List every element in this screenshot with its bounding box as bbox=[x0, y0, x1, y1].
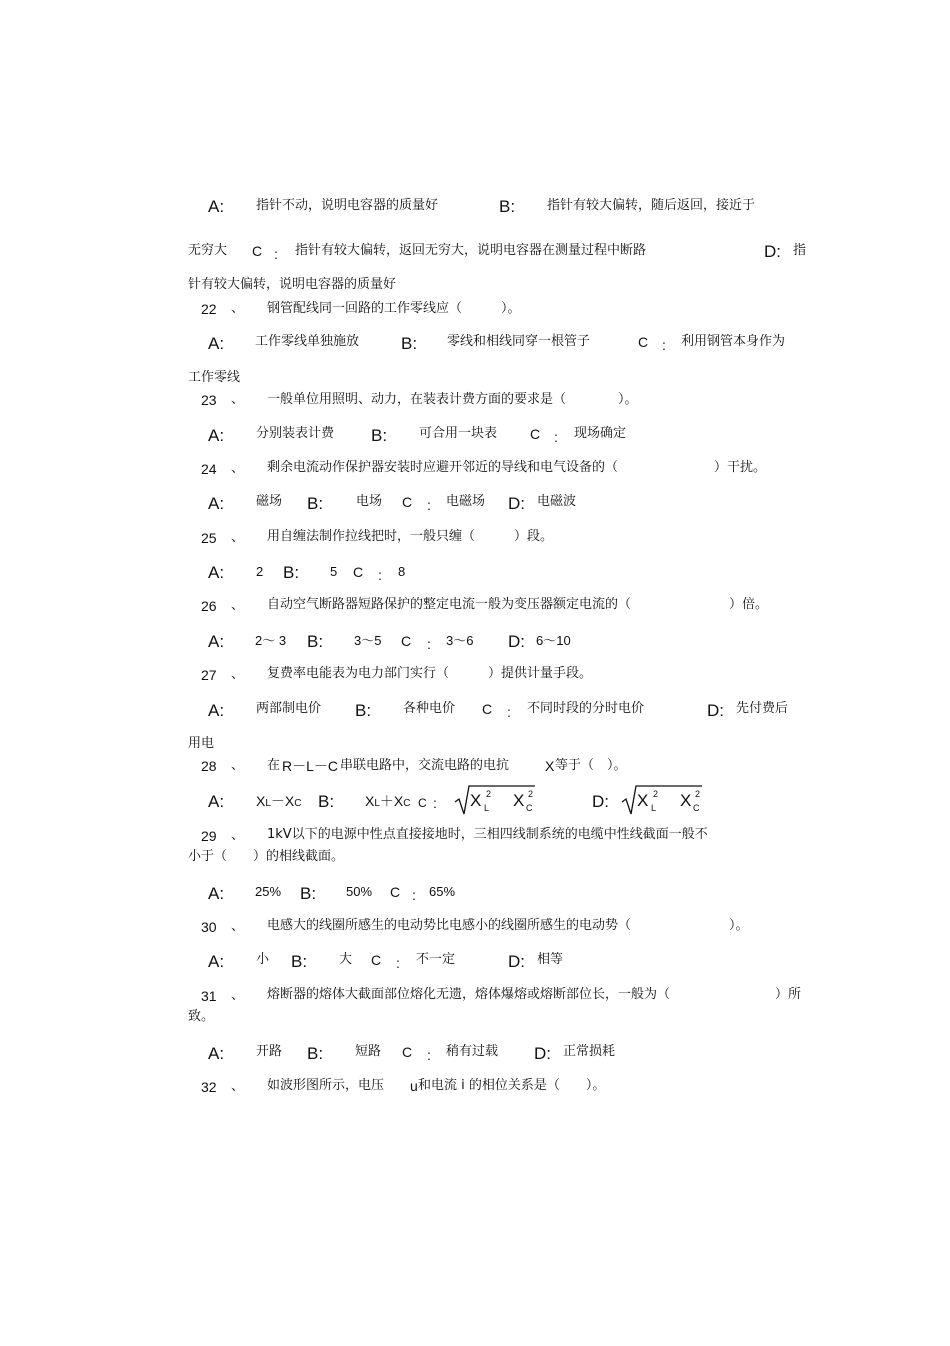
q28-option-d-sub-l: L bbox=[651, 803, 657, 813]
q31-option-c-label: C bbox=[402, 1044, 413, 1060]
q27-option-c-text: 不同时段的分时电价 bbox=[527, 701, 645, 716]
q29-number: 29 bbox=[201, 828, 217, 844]
q26-separator: 、 bbox=[231, 598, 245, 613]
q28-separator: 、 bbox=[231, 758, 245, 773]
q27-option-a-label: A: bbox=[208, 701, 225, 720]
q26-option-a-text: 2～ 3 bbox=[255, 633, 287, 648]
q21-option-c-label: C bbox=[252, 243, 263, 259]
q25-option-b-label: B: bbox=[283, 563, 300, 582]
q28-question-rlc: R－L－C bbox=[282, 758, 339, 774]
q24-option-b-text: 电场 bbox=[356, 494, 383, 509]
q22-question-text: 钢管配线同一回路的工作零线应（ ）。 bbox=[267, 301, 521, 316]
q27-option-c-label: C bbox=[482, 701, 493, 717]
q28-question-text-c: 等于（ ）。 bbox=[555, 758, 627, 773]
q30-option-c-text: 不一定 bbox=[416, 952, 456, 967]
q28-option-c-xl: X bbox=[470, 791, 482, 810]
q31-question-wrap: 致。 bbox=[188, 1009, 215, 1024]
q26-option-b-label: B: bbox=[307, 632, 324, 651]
q21-option-b-text: 指针有较大偏转，随后返回，接近于 bbox=[547, 198, 756, 213]
q26-option-d-text: 6～10 bbox=[536, 633, 571, 648]
q21-option-d-text: 指 bbox=[793, 243, 807, 258]
q23-separator: 、 bbox=[231, 392, 245, 407]
q26-option-b-text: 3～5 bbox=[354, 633, 382, 648]
q29-option-a-text: 25% bbox=[255, 884, 282, 899]
q26-option-c-text: 3～6 bbox=[446, 633, 474, 648]
q21-option-d-label: D: bbox=[764, 242, 781, 261]
q24-option-d-text: 电磁波 bbox=[537, 494, 577, 509]
q31-question-text-end: ）所 bbox=[775, 987, 802, 1002]
q32-separator: 、 bbox=[231, 1079, 245, 1094]
q22-option-c-wrap: 工作零线 bbox=[188, 370, 241, 385]
q22-option-c-colon: : bbox=[662, 337, 666, 353]
q26-option-c-colon: : bbox=[427, 636, 431, 652]
q22-option-a-label: A: bbox=[208, 334, 225, 353]
q28-option-c-xc: X bbox=[513, 791, 525, 810]
q28-question-text-b: 串联电路中，交流电路的电抗 bbox=[340, 758, 510, 773]
q25-option-a-label: A: bbox=[208, 563, 225, 582]
q21-option-c-text: 指针有较大偏转，返回无穷大，说明电容器在测量过程中断路 bbox=[295, 243, 647, 258]
q25-option-c-text: 8 bbox=[398, 564, 406, 579]
q28-option-c-sub-c: C bbox=[526, 803, 533, 813]
q29-option-b-label: B: bbox=[300, 884, 317, 903]
q24-option-c-colon: : bbox=[427, 497, 431, 513]
q24-option-b-label: B: bbox=[307, 494, 324, 513]
q25-separator: 、 bbox=[231, 530, 245, 545]
q31-option-c-text: 稍有过载 bbox=[446, 1044, 499, 1059]
q23-option-b-text: 可合用一块表 bbox=[419, 426, 498, 441]
q26-option-a-label: A: bbox=[208, 632, 225, 651]
q28-option-d-sup-2b: 2 bbox=[695, 789, 701, 799]
q31-option-b-label: B: bbox=[307, 1044, 324, 1063]
q27-option-c-colon: : bbox=[507, 704, 511, 720]
q27-option-a-text: 两部制电价 bbox=[256, 701, 322, 716]
q30-option-c-label: C bbox=[371, 952, 382, 968]
q24-number: 24 bbox=[201, 461, 217, 477]
q27-separator: 、 bbox=[231, 667, 245, 682]
q23-option-b-label: B: bbox=[371, 426, 388, 445]
q22-separator: 、 bbox=[231, 301, 245, 316]
q28-option-d-xc: X bbox=[680, 791, 692, 810]
q28-number: 28 bbox=[201, 758, 217, 774]
q30-option-c-colon: : bbox=[396, 955, 400, 971]
q24-option-a-label: A: bbox=[208, 494, 225, 513]
q26-question-text-end: ）倍。 bbox=[729, 597, 769, 612]
q27-option-b-label: B: bbox=[355, 701, 372, 720]
q23-option-c-label: C bbox=[530, 426, 541, 442]
q22-option-b-text: 零线和相线同穿一根管子 bbox=[447, 334, 591, 349]
q26-option-d-label: D: bbox=[508, 632, 525, 651]
q23-option-c-text: 现场确定 bbox=[574, 426, 627, 441]
q28-option-c-colon: : bbox=[433, 795, 437, 811]
q28-option-d-label: D: bbox=[592, 792, 609, 811]
q24-question-text-end: ）干扰。 bbox=[714, 460, 767, 475]
q28-option-a-formula: XL－XC bbox=[256, 793, 302, 809]
q28-option-c-sub-l: L bbox=[484, 803, 490, 813]
q25-question-text: 用自缠法制作拉线把时，一般只缠（ ）段。 bbox=[267, 529, 554, 544]
q25-option-b-text: 5 bbox=[330, 564, 338, 579]
q32-question-text-a: 如波形图所示，电压 bbox=[267, 1078, 385, 1093]
q28-option-b-label: B: bbox=[318, 792, 335, 811]
q25-option-a-text: 2 bbox=[256, 564, 264, 579]
q30-option-d-label: D: bbox=[508, 952, 525, 971]
q22-option-a-text: 工作零线单独施放 bbox=[255, 334, 360, 349]
q31-option-a-text: 开路 bbox=[256, 1044, 283, 1059]
q23-option-c-colon: : bbox=[554, 429, 558, 445]
q30-option-b-label: B: bbox=[291, 952, 308, 971]
q31-option-d-label: D: bbox=[534, 1044, 551, 1063]
q26-option-c-label: C bbox=[401, 633, 412, 649]
q29-question-wrap: 小于（ ）的相线截面。 bbox=[188, 849, 345, 864]
q30-separator: 、 bbox=[231, 919, 245, 934]
q25-number: 25 bbox=[201, 530, 217, 546]
q31-question-text: 熔断器的熔体大截面部位熔化无遗，熔体爆熔或熔断部位长，一般为（ bbox=[267, 987, 671, 1002]
q32-question-u: u bbox=[410, 1078, 418, 1094]
q28-option-d-sup-2a: 2 bbox=[653, 789, 659, 799]
q24-option-c-text: 电磁场 bbox=[446, 494, 486, 509]
q31-option-b-text: 短路 bbox=[355, 1044, 382, 1059]
q23-number: 23 bbox=[201, 392, 217, 408]
q24-question-text: 剩余电流动作保护器安装时应避开邻近的导线和电气设备的（ bbox=[267, 460, 619, 475]
q22-number: 22 bbox=[201, 301, 217, 317]
q29-option-c-label: C bbox=[390, 884, 401, 900]
q29-option-b-text: 50% bbox=[346, 884, 373, 899]
q29-option-c-colon: : bbox=[412, 887, 416, 903]
q30-option-a-text: 小 bbox=[256, 952, 270, 967]
q21-line2-start: 无穷大 bbox=[188, 243, 228, 258]
q28-option-c-label: C bbox=[418, 796, 427, 810]
q30-question-text-end: ）。 bbox=[729, 918, 749, 933]
q24-option-c-label: C bbox=[402, 494, 413, 510]
q31-option-d-text: 正常损耗 bbox=[563, 1044, 616, 1059]
q27-option-b-text: 各种电价 bbox=[403, 701, 456, 716]
q25-option-c-colon: : bbox=[378, 567, 382, 583]
q28-option-c-sup-2a: 2 bbox=[486, 789, 492, 799]
q26-number: 26 bbox=[201, 598, 217, 614]
q24-separator: 、 bbox=[231, 461, 245, 476]
q27-number: 27 bbox=[201, 667, 217, 683]
q29-question-text: 1kV以下的电源中性点直接接地时，三相四线制系统的电缆中性线截面一般不 bbox=[267, 827, 708, 842]
q23-question-text: 一般单位用照明、动力，在装表计费方面的要求是（ ）。 bbox=[267, 392, 638, 407]
q29-option-a-label: A: bbox=[208, 884, 225, 903]
q24-option-a-text: 磁场 bbox=[256, 494, 283, 509]
q21-line3: 针有较大偏转，说明电容器的质量好 bbox=[188, 277, 397, 292]
q28-question-x: X bbox=[545, 758, 555, 774]
q23-option-a-text: 分别装表计费 bbox=[256, 426, 335, 441]
q22-option-c-text: 利用钢管本身作为 bbox=[681, 334, 786, 349]
q28-option-c-sup-2b: 2 bbox=[528, 789, 534, 799]
q30-option-a-label: A: bbox=[208, 952, 225, 971]
q25-option-c-label: C bbox=[353, 564, 364, 580]
q30-number: 30 bbox=[201, 919, 217, 935]
q22-option-c-label: C bbox=[638, 334, 649, 350]
q27-option-d-text: 先付费后 bbox=[736, 701, 789, 716]
q21-option-a-label: A: bbox=[208, 197, 225, 216]
q28-option-a-label: A: bbox=[208, 792, 225, 811]
q29-option-c-text: 65% bbox=[429, 884, 456, 899]
q31-separator: 、 bbox=[231, 988, 245, 1003]
q24-option-d-label: D: bbox=[508, 494, 525, 513]
q28-option-d-sub-c: C bbox=[693, 803, 700, 813]
q28-option-b-formula: XL＋XC bbox=[365, 793, 411, 809]
q27-question-text: 复费率电能表为电力部门实行（ ）提供计量手段。 bbox=[267, 666, 593, 681]
q23-option-a-label: A: bbox=[208, 426, 225, 445]
q22-option-b-label: B: bbox=[401, 334, 418, 353]
q31-option-c-colon: : bbox=[427, 1047, 431, 1063]
q27-option-d-wrap: 用电 bbox=[188, 736, 215, 751]
q21-option-b-label: B: bbox=[499, 197, 516, 216]
q31-number: 31 bbox=[201, 988, 217, 1004]
q30-option-b-text: 大 bbox=[339, 952, 353, 967]
q21-option-a-text: 指针不动，说明电容器的质量好 bbox=[256, 198, 439, 213]
q28-option-d-xl: X bbox=[637, 791, 649, 810]
q26-question-text: 自动空气断路器短路保护的整定电流一般为变压器额定电流的（ bbox=[267, 597, 632, 612]
q32-number: 32 bbox=[201, 1079, 217, 1095]
q31-option-a-label: A: bbox=[208, 1044, 225, 1063]
q21-option-c-colon: : bbox=[274, 246, 278, 262]
q30-question-text: 电感大的线圈所感生的电动势比电感小的线圈所感生的电动势（ bbox=[267, 918, 632, 933]
q29-separator: 、 bbox=[231, 828, 245, 843]
q30-option-d-text: 相等 bbox=[537, 952, 564, 967]
q27-option-d-label: D: bbox=[707, 701, 724, 720]
q32-question-text-b: 和电流 i 的相位关系是（ ）。 bbox=[418, 1078, 606, 1093]
q28-question-text-a: 在 bbox=[267, 758, 281, 773]
